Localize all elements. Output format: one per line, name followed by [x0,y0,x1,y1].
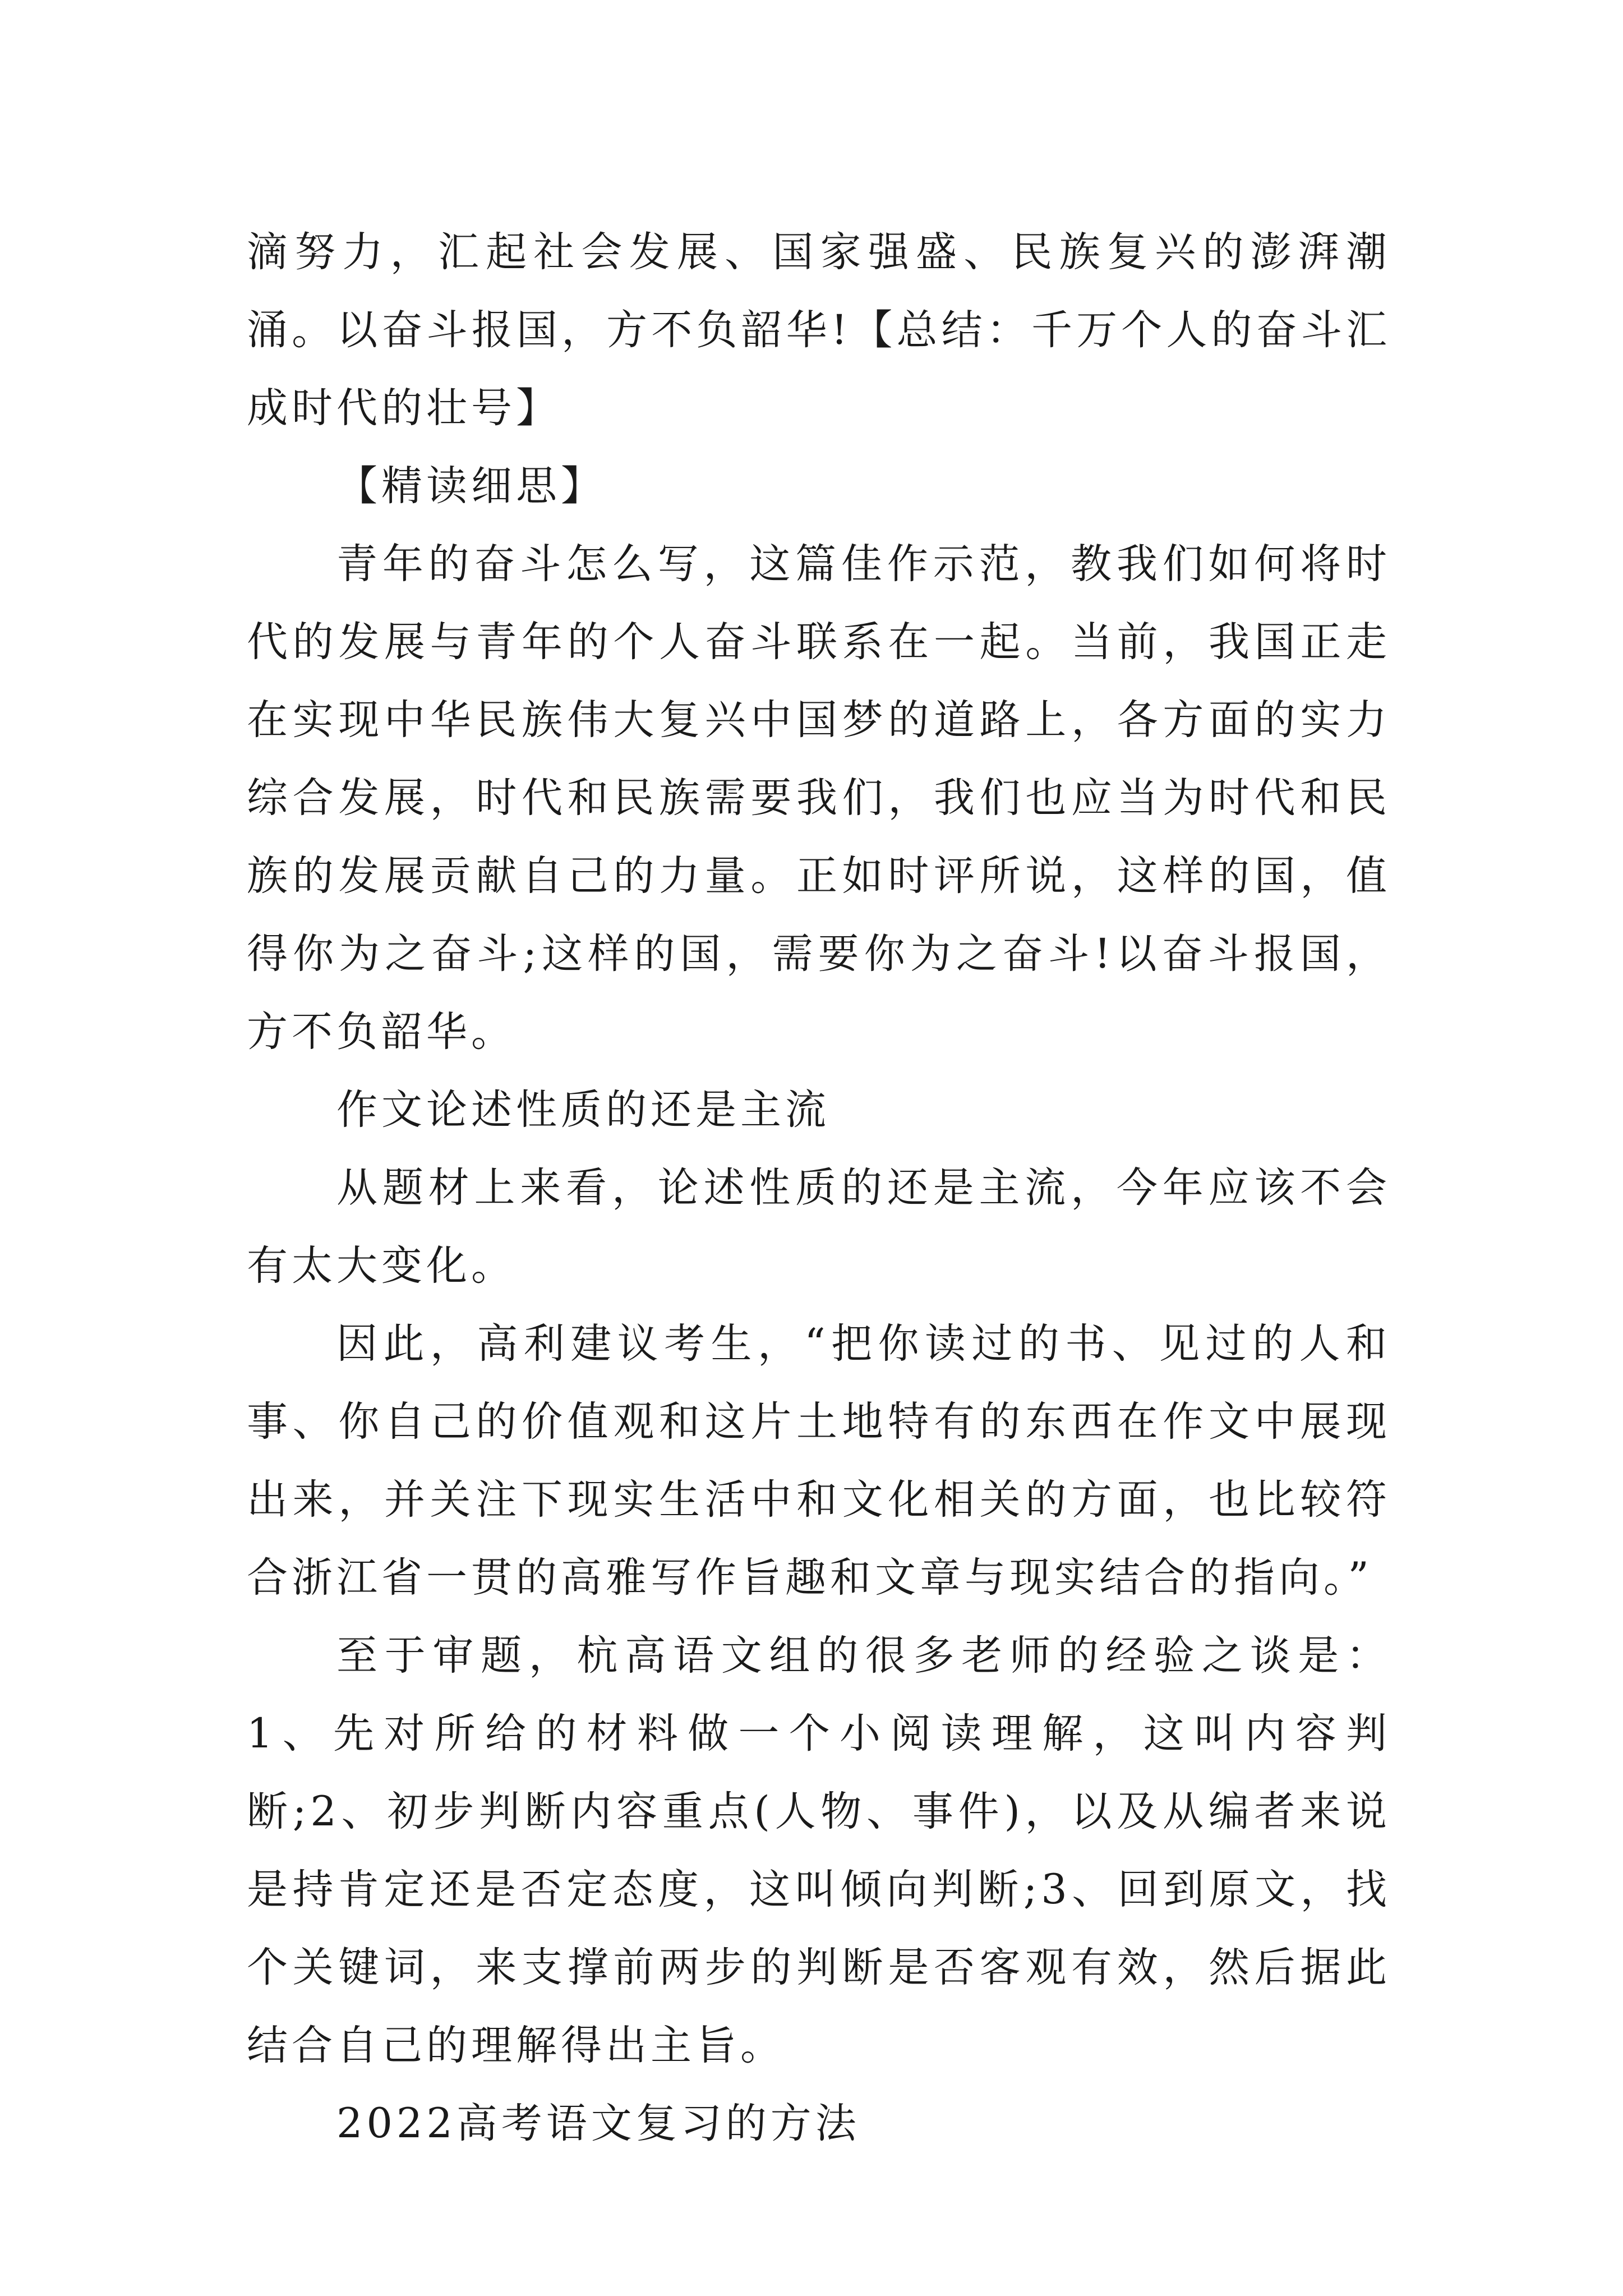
section-heading-review-methods: 2022高考语文复习的方法 [336,2100,860,2147]
paragraph-continuation: 滴努力，汇起社会发展、国家强盛、民族复兴的澎湃潮涌。以奋斗报国，方不负韶华!【总结：千万个人的奋斗汇成时代的壮号】 [247,228,1391,432]
document-body [247,213,1391,2162]
paragraph-reviewing-topic: 至于审题，杭高语文组的很多老师的经验之谈是：1、先对所给的材料做一个小阅读理解，这叫内容判断;2、初步判断内容重点(人物、事件)，以及从编者来说是持肯定还是否定态度，这叫倾向判断;3、回到原文，找个关键词，来支撑前两步的判断是否客观有效，然后据此结合自己的理解得出主旨。 [247,1632,1391,2069]
section-heading-close-reading: 【精读细思】 [336,462,606,510]
paragraph-advice: 因此，高利建议考生，“把你读过的书、见过的人和事、你自己的价值观和这片土地特有的东西在作文中展现出来，并关注下现实生活中和文化相关的方面，也比较符合浙江省一贯的高雅写作旨趣和文章与现实结合的指向。” [247,1320,1391,1602]
paragraph-topic-trend: 从题材上来看，论述性质的还是主流，今年应该不会有太大变化。 [247,1164,1391,1290]
paragraph-commentary: 青年的奋斗怎么写，这篇佳作示范，教我们如何将时代的发展与青年的个人奋斗联系在一起。当前，我国正走在实现中华民族伟大复兴中国梦的道路上，各方面的实力综合发展，时代和民族需要我们，我们也应当为时代和民族的发展贡献自己的力量。正如时评所说，这样的国，值得你为之奋斗;这样的国，需要你为之奋斗!以奋斗报国，方不负韶华。 [247,540,1391,1056]
section-heading-essay-nature: 作文论述性质的还是主流 [336,1086,830,1134]
